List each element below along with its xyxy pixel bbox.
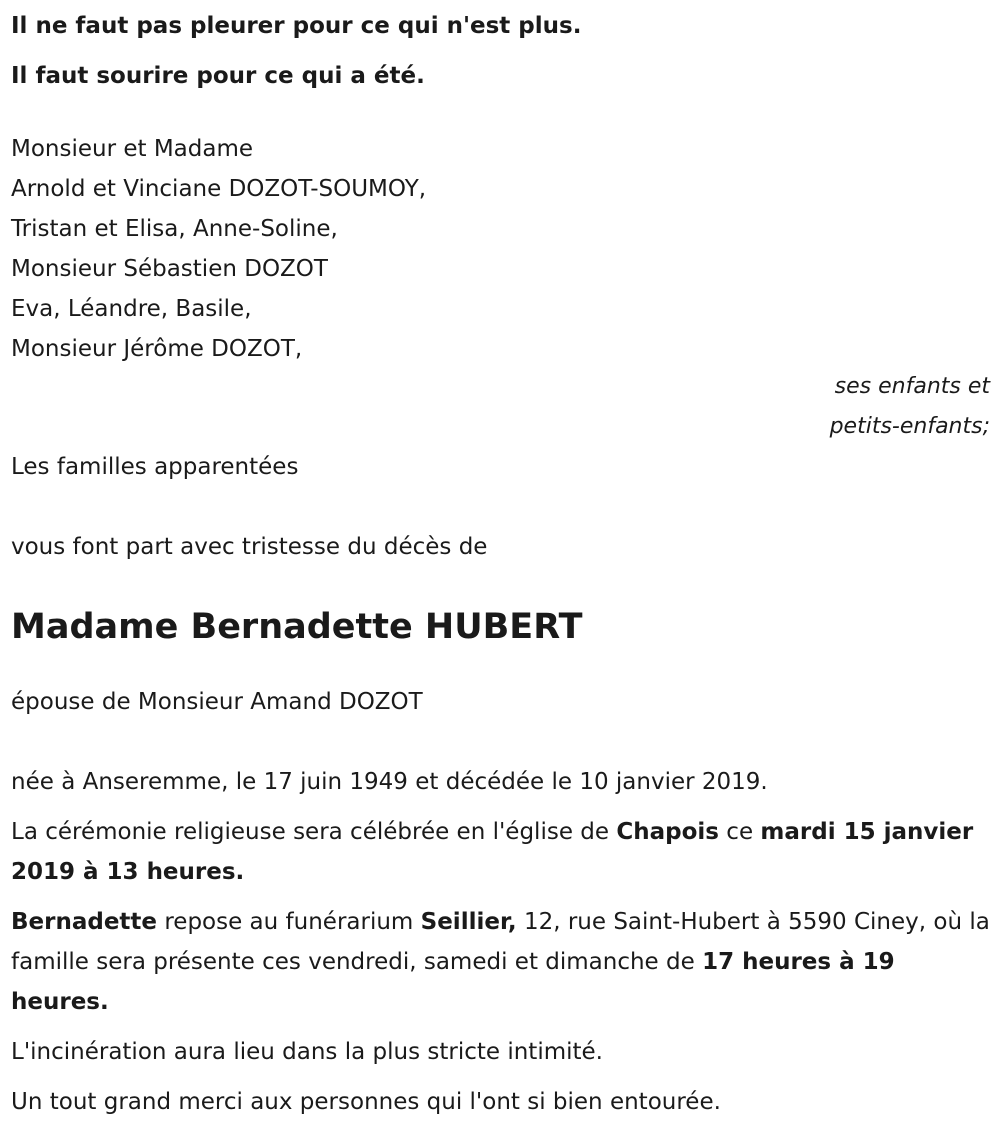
deceased-name: Madame Bernadette HUBERT bbox=[11, 607, 583, 647]
ceremony-paragraph bbox=[11, 812, 993, 892]
relation-line-1: ses enfants et bbox=[834, 374, 990, 399]
funeral-home-paragraph bbox=[11, 902, 993, 1022]
deceased-first-name: Bernadette bbox=[11, 909, 158, 935]
ceremony-datetime: mardi 15 janvier 2019 à 13 heures. bbox=[11, 819, 974, 885]
quote-line-2: Il faut sourire pour ce qui a été. bbox=[11, 63, 425, 89]
family-relation-note bbox=[11, 367, 993, 447]
birth-death-line: née à Anseremme, le 17 juin 1949 et décédée le 10 janvier 2019. bbox=[11, 769, 768, 795]
ceremony-text: La cérémonie religieuse sera célébrée en l'église de bbox=[11, 819, 617, 845]
visiting-hours: 17 heures à 19 heures. bbox=[11, 949, 895, 1015]
funeral-home-text: repose au funérarium bbox=[157, 909, 421, 935]
announcement-text: vous font part avec tristesse du décès de bbox=[11, 534, 488, 560]
spacer bbox=[11, 722, 993, 762]
quote-line-1: Il ne faut pas pleurer pour ce qui n'est plus. bbox=[11, 13, 582, 39]
family-line: Monsieur et Madame bbox=[11, 136, 254, 162]
thanks-line: Un tout grand merci aux personnes qui l'ont si bien entourée. bbox=[11, 1089, 721, 1115]
family-line: Tristan et Elisa, Anne-Soline, bbox=[11, 216, 338, 242]
spacer bbox=[11, 487, 993, 527]
quote-block bbox=[11, 1, 993, 101]
family-line: Monsieur Sébastien DOZOT bbox=[11, 256, 328, 282]
family-line: Arnold et Vinciane DOZOT-SOUMOY, bbox=[11, 176, 427, 202]
funeral-home-text: 12, rue Saint-Hubert à 5590 Ciney, où la famille sera présente ces vendredi, samedi et dimanche de bbox=[11, 909, 990, 975]
related-families: Les familles apparentées bbox=[11, 454, 299, 480]
spouse-line: épouse de Monsieur Amand DOZOT bbox=[11, 689, 423, 715]
family-line: Monsieur Jérôme DOZOT, bbox=[11, 336, 303, 362]
family-line: Eva, Léandre, Basile, bbox=[11, 296, 252, 322]
family-list bbox=[11, 129, 993, 369]
funeral-home-name: Seillier, bbox=[420, 909, 517, 935]
ceremony-text: ce bbox=[718, 819, 761, 845]
ceremony-church: Chapois bbox=[616, 819, 719, 845]
cremation-line: L'incinération aura lieu dans la plus stricte intimité. bbox=[11, 1039, 603, 1065]
obituary-notice bbox=[11, 0, 993, 1132]
relation-line-2: petits-enfants; bbox=[829, 414, 990, 439]
